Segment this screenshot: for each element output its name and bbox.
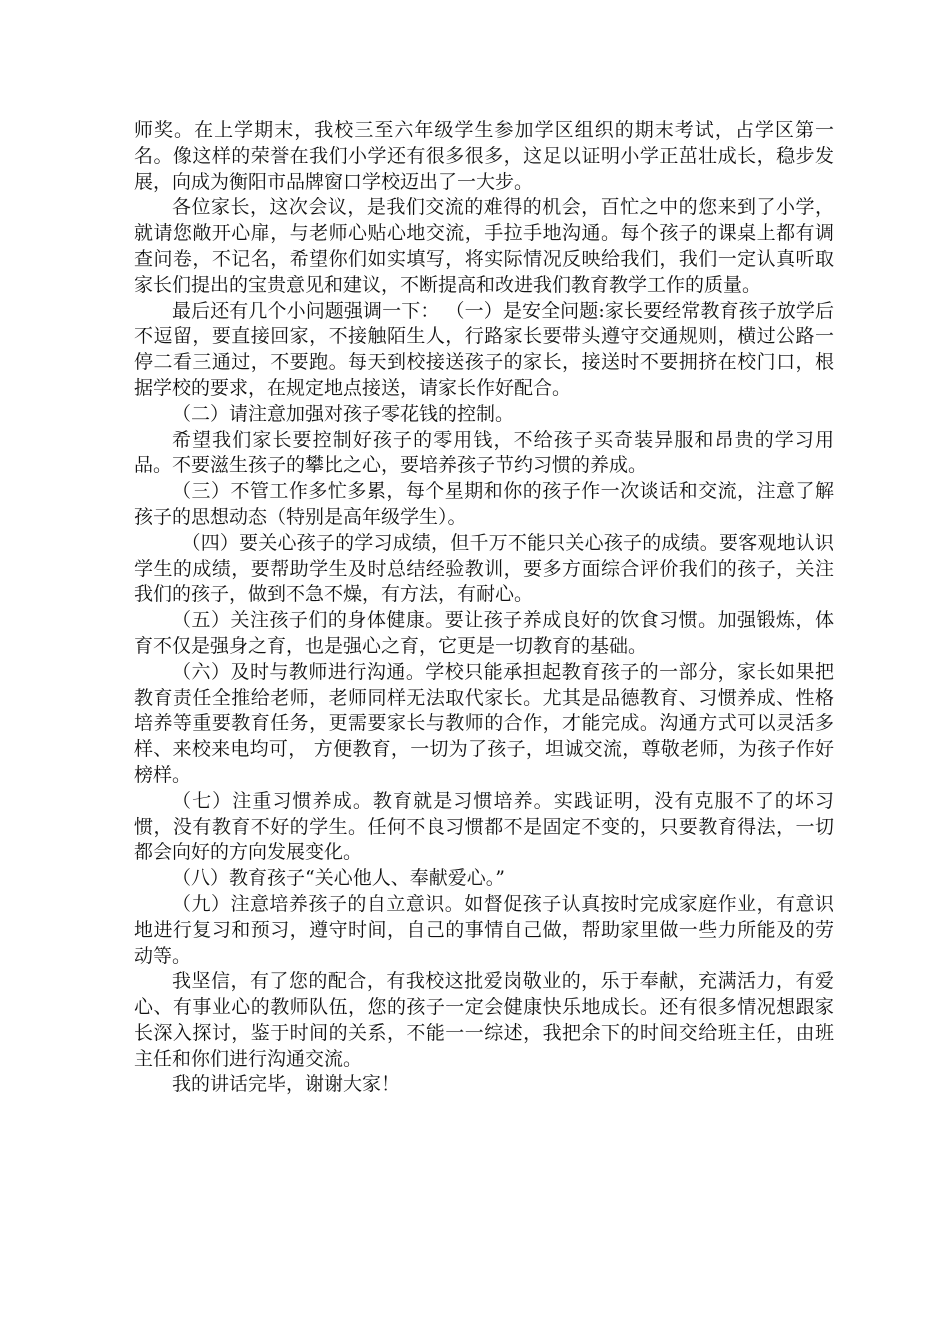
paragraph-honors: 师奖。在上学期末，我校三至六年级学生参加学区组织的期末考试，占学区第一名。像这样的荣誉在我们小学还有很多很多，这足以证明小学正茁壮成长，稳步发展，向成为衡阳市品牌窗口学校迈出了一大步。 xyxy=(134,119,834,193)
paragraph-point-3: （三）不管工作多忙多累，每个星期和你的孩子作一次谈话和交流，注意了解孩子的思想动态（特别是高年级学生）。 xyxy=(134,480,834,528)
paragraph-parents-meeting: 各位家长，这次会议，是我们交流的难得的机会，百忙之中的您来到了小学，就请您敞开心扉，与老师心贴心地交流，手拉手地沟通。每个孩子的课桌上都有调查问卷，不记名，希望你们如实填写，将实际情况反映给我们，我们一定认真听取家长们提出的宝贵意见和建议，不断提高和改进我们教育教学工作的质量。 xyxy=(134,196,834,296)
paragraph-point-6: （六）及时与教师进行沟通。学校只能承担起教育孩子的一部分，家长如果把教育责任全推给老师，老师同样无法取代家长。尤其是品德教育、习惯养成、性格培养等重要教育任务，更需要家长与教师的合作，才能完成。沟通方式可以灵活多样、来校来电均可， 方便教育，一切为了孩子，坦诚交流，尊敬老师，为孩子作好榜样。 xyxy=(134,660,834,786)
paragraph-point-4: （四）要关心孩子的学习成绩，但千万不能只关心孩子的成绩。要客观地认识学生的成绩，要帮助学生及时总结经验教训，要多方面综合评价我们的孩子，关注我们的孩子，做到不急不燥，有方法，有耐心。 xyxy=(134,531,834,606)
paragraph-conclusion: 我坚信，有了您的配合，有我校这批爱岗敬业的，乐于奉献，充满活力，有爱心、有事业心的教师队伍，您的孩子一定会健康快乐地成长。还有很多情况想跟家长深入探讨，鉴于时间的关系，不能一一综述，我把余下的时间交给班主任，由班主任和你们进行沟通交流。 xyxy=(134,970,834,1070)
paragraph-point-2-title: （二）请注意加强对孩子零花钱的控制。 xyxy=(172,402,515,425)
paragraph-point-9: （九）注意培养孩子的自立意识。如督促孩子认真按时完成家庭作业，有意识地进行复习和预习，遵守时间，自己的事情自己做，帮助家里做一些力所能及的劳动等。 xyxy=(134,892,834,967)
paragraph-closing: 我的讲话完毕，谢谢大家！ xyxy=(172,1073,401,1096)
paragraph-point-5: （五）关注孩子们的身体健康。要让孩子养成良好的饮食习惯。加强锻炼，体育不仅是强身之育，也是强心之育，它更是一切教育的基础。 xyxy=(134,609,834,657)
paragraph-safety: 最后还有几个小问题强调一下： （一）是安全问题:家长要经常教育孩子放学后不逗留，要直接回家，不接触陌生人，行路家长要带头遵守交通规则，横过公路一停二看三通过，不要跑。每天到校接送孩子的家长，接送时不要拥挤在校门口，根据学校的要求，在规定地点接送，请家长作好配合。 xyxy=(134,299,834,399)
paragraph-point-7: （七）注重习惯养成。教育就是习惯培养。实践证明，没有克服不了的坏习惯，没有教育不好的学生。任何不良习惯都不是固定不变的，只要教育得法，一切都会向好的方向发展变化。 xyxy=(134,789,834,864)
document-body xyxy=(134,118,834,1098)
paragraph-point-2-body: 希望我们家长要控制好孩子的零用钱，不给孩子买奇装异服和昂贵的学习用品。不要滋生孩子的攀比之心，要培养孩子节约习惯的养成。 xyxy=(134,428,834,477)
paragraph-point-8: （八）教育孩子“关心他人、奉献爱心。” xyxy=(172,867,505,890)
